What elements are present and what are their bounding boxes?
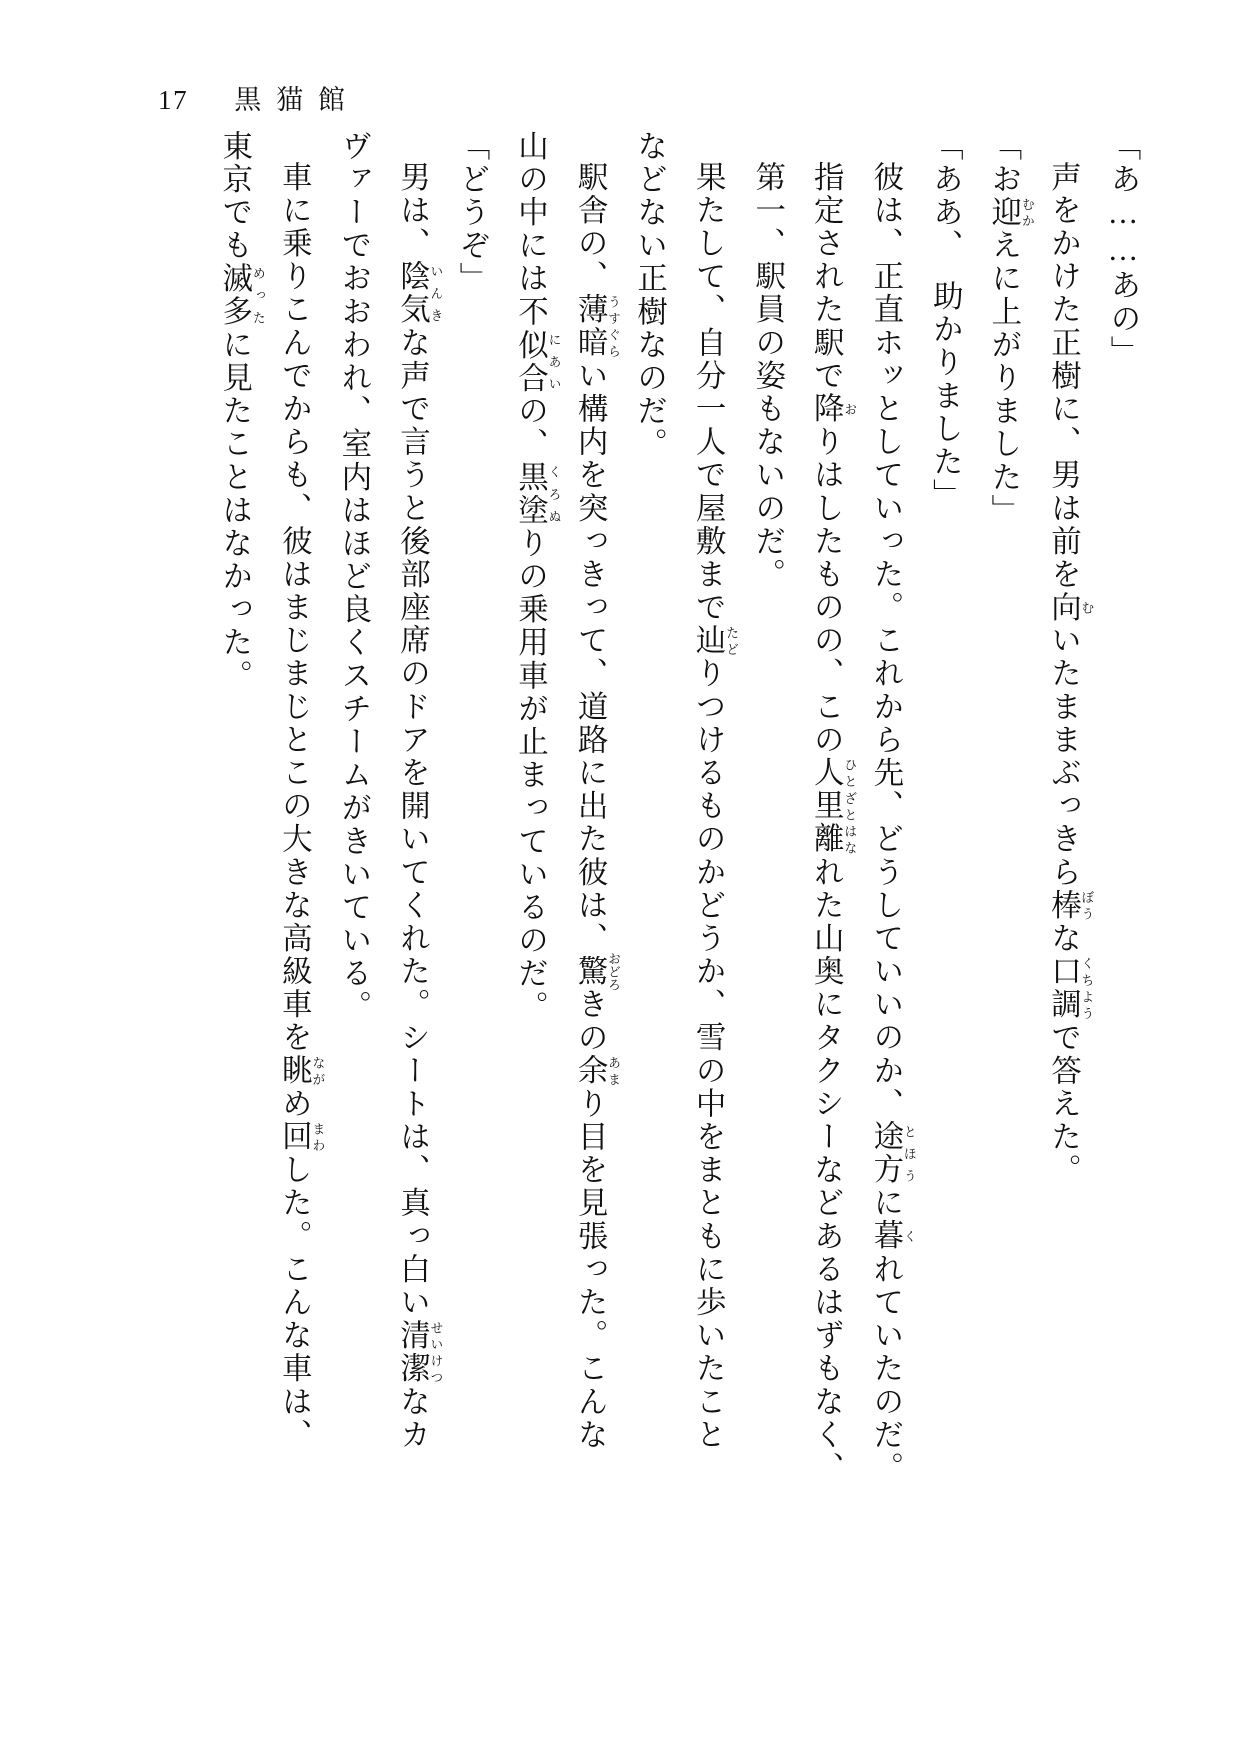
running-head: [158, 78, 360, 117]
paragraph: ヴァーでおおわれ、室内はほど良くスチームがきいている。: [336, 130, 371, 1024]
paragraph: 「お迎 むかえに上がりました」: [986, 130, 1034, 528]
paragraph: 「どうぞ」: [454, 130, 489, 296]
book-title: 黒猫館: [234, 85, 360, 115]
page-number: 17: [158, 85, 189, 115]
paragraph: 男は、陰気 いんきな声で言うと後部座席のドアを開いてくれた。シートは、真っ白い清潔 せいけつなカ: [395, 160, 443, 1452]
paragraph: 彼は、正直ホッとしていった。これから先、どうしていいのか、途方 とほうに暮 くれていたのだ。: [868, 160, 916, 1485]
paragraph: などない正樹なのだ。: [632, 130, 667, 461]
paragraph: 東京でも滅多 めったに見たことはなかった。: [217, 130, 265, 693]
paragraph: 駅舎の、薄暗 うすぐらい構内を突っきって、道路に出た彼は、驚 おどろきの余 あまり目を見張った。こんな: [573, 160, 621, 1452]
paragraph: 山の中には不似合 にあいの、黒塗 くろぬりの乗用車が止まっているのだ。: [513, 130, 561, 1024]
paragraph: 「ああ、 助かりました」: [928, 130, 963, 512]
paragraph: 指定された駅で降 おりはしたものの、この人里離 ひとざとはなれた山奥にタクシーなどあるはずもなく、: [809, 160, 857, 1485]
paragraph: 果たして、自分一人で屋敷まで辿 たどりつけるものかどうか、雪の中をまともに歩いたこと: [691, 160, 739, 1452]
paragraph: 第一、駅員の姿もないのだ。: [750, 160, 785, 591]
paragraph: 「あ……あの」: [1106, 130, 1140, 369]
paragraph: 車に乗りこんでからも、彼はまじまじとこの大きな高級車を眺 ながめ回 まわした。こんな車は、: [277, 160, 325, 1452]
vertical-text-body: [142, 130, 1152, 1610]
paragraph: 声をかけた正樹に、男は前を向 むいたままぶっきら棒 ぼうな口調 くちようで答えた。: [1046, 160, 1094, 1187]
